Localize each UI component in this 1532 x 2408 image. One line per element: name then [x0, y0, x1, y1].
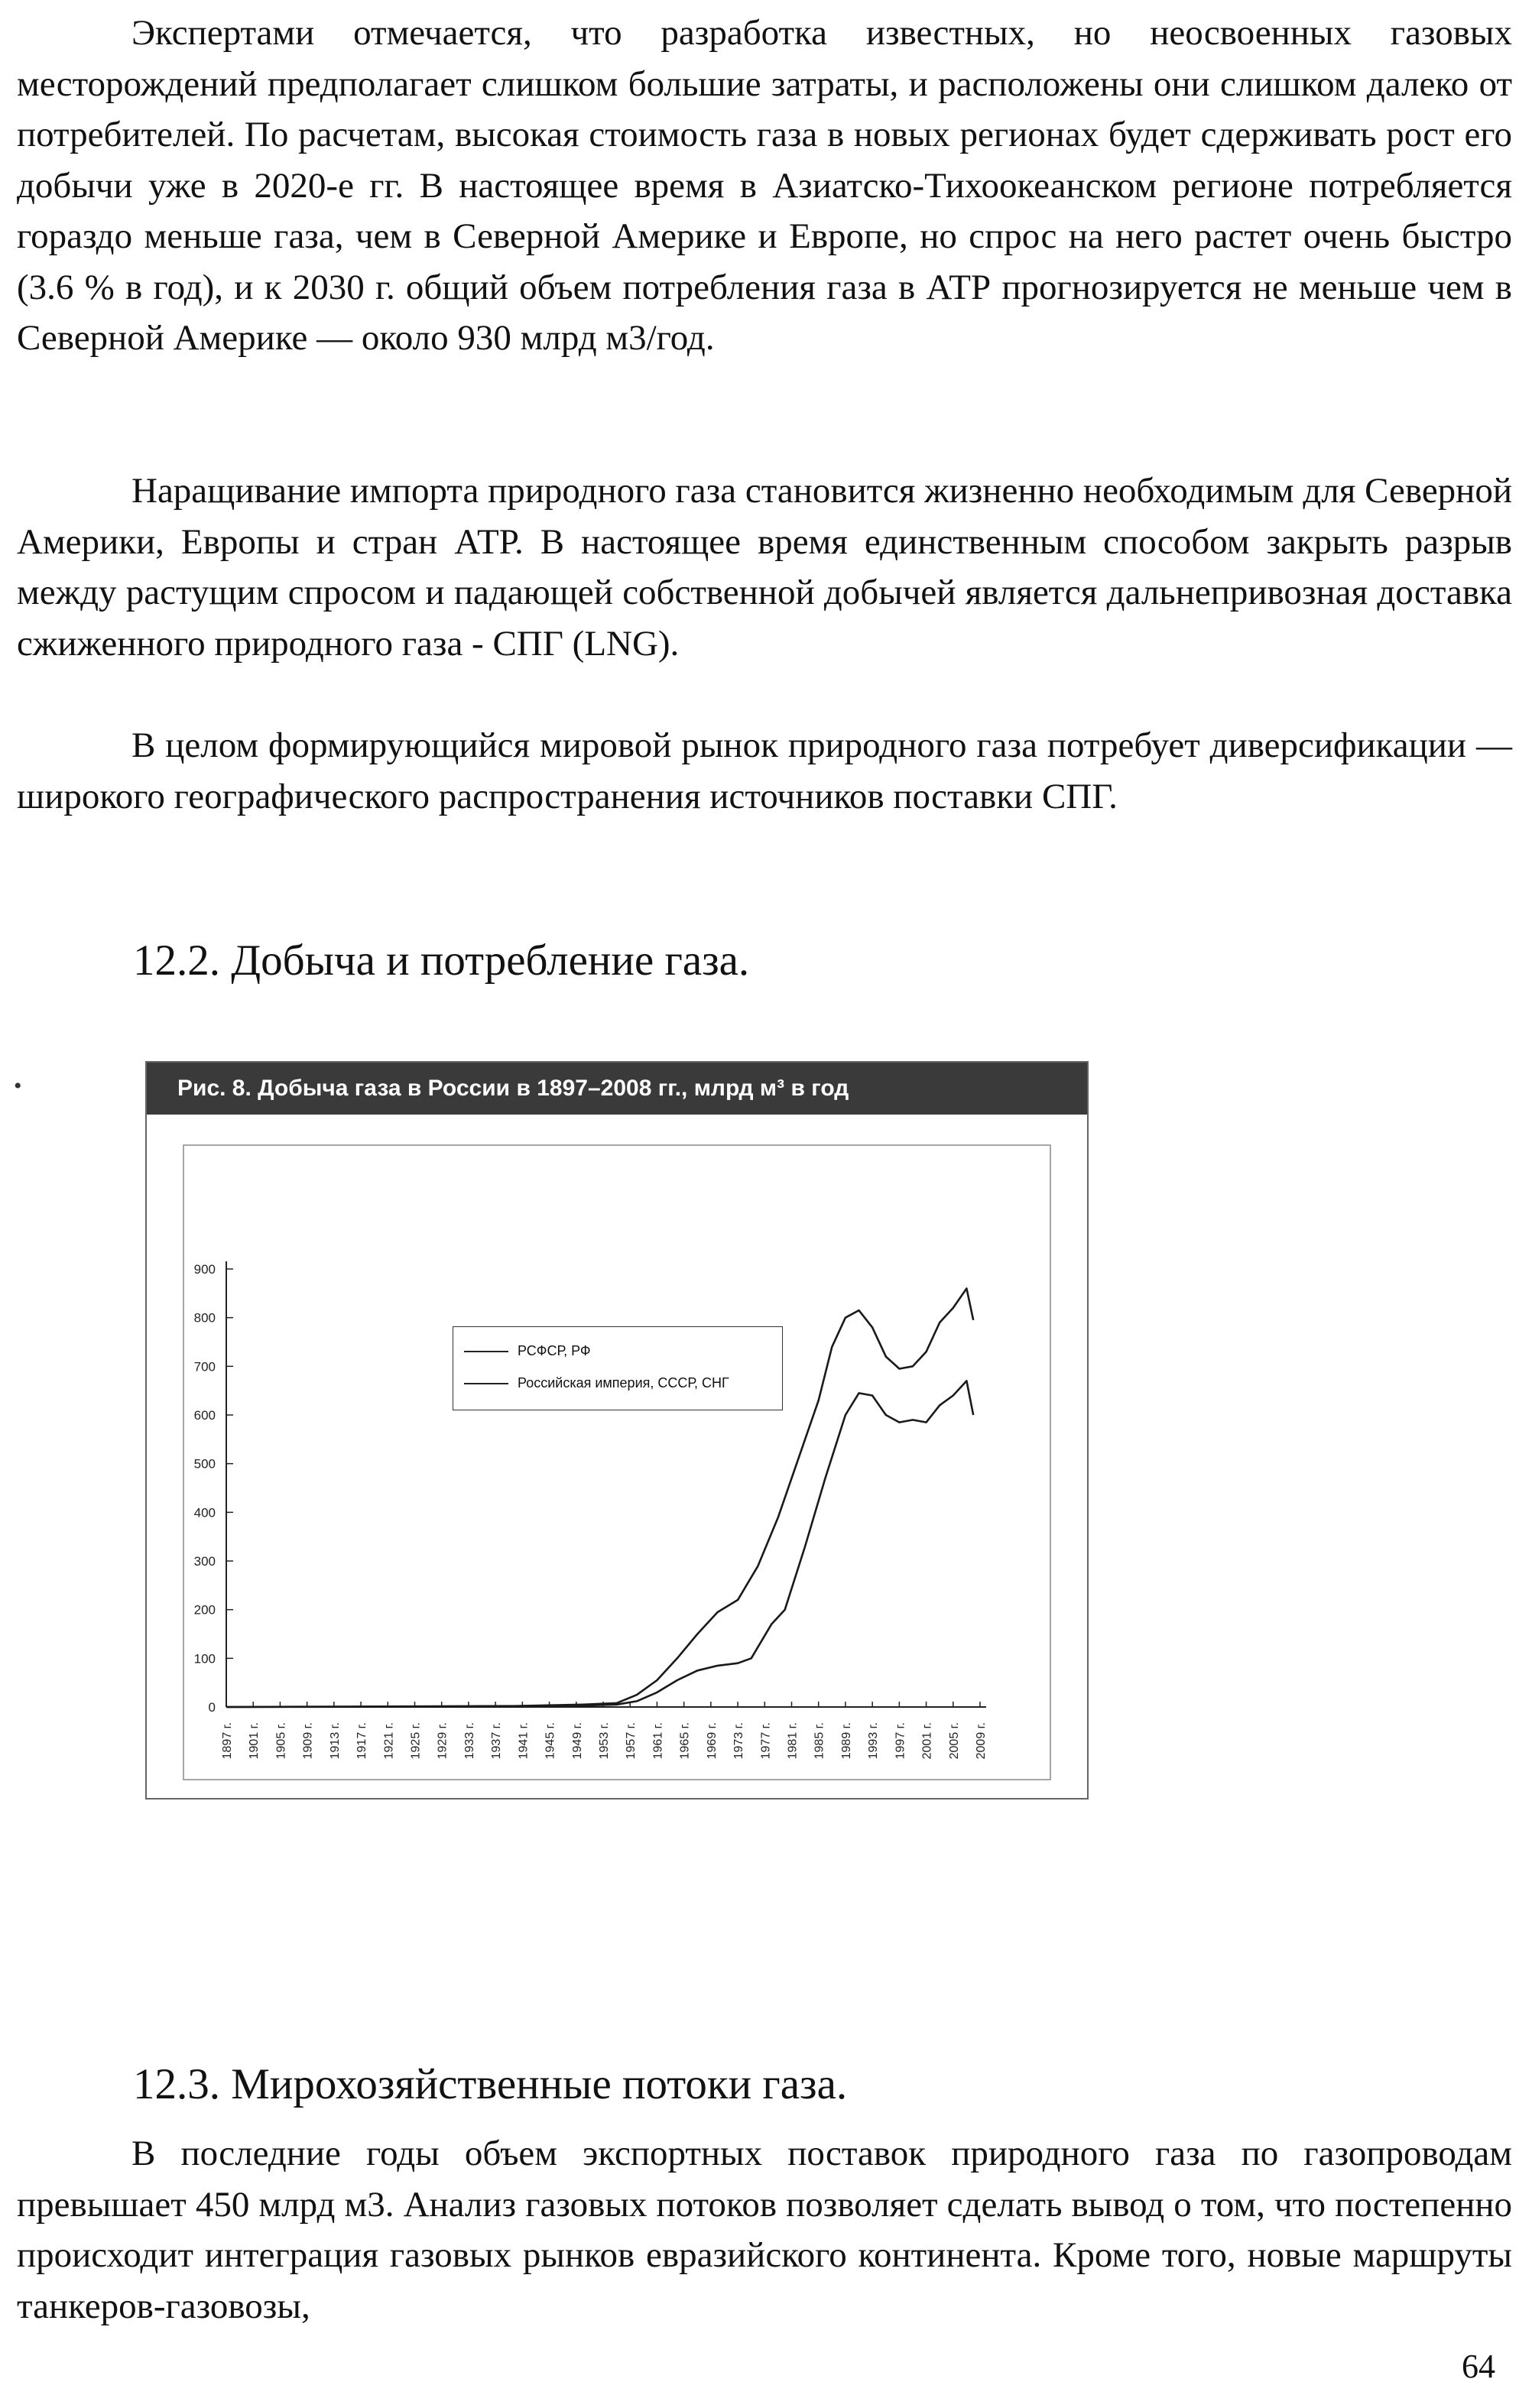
legend-item-rsfsr: [464, 1339, 591, 1362]
x-tick-label: 2005 г.: [947, 1722, 961, 1760]
x-tick-label: 1945 г.: [544, 1722, 557, 1760]
paragraph-export-flows: В последние годы объем экспортных поставок природного газа по газопроводам превышает 450 млрд м3. Анализ газовых потоков позволяет сделать вывод о том, что постепенно происходит интеграция газовых рынков евразийского континента. Кроме того, новые маршруты танкеров-газовозы,: [17, 2134, 1512, 2326]
x-tick-label: 1993 г.: [867, 1722, 881, 1760]
gas-production-chart: [147, 1115, 1087, 1796]
y-tick-label: 300: [193, 1554, 216, 1569]
x-tick-label: 1921 г.: [382, 1722, 396, 1760]
y-tick-label: 100: [193, 1651, 216, 1666]
y-tick-label: 200: [193, 1602, 216, 1618]
x-tick-label: 1981 г.: [786, 1722, 800, 1760]
x-tick-label: 1913 г.: [328, 1722, 342, 1760]
y-tick-label: 700: [193, 1359, 216, 1374]
x-tick-label: 1917 г.: [355, 1722, 369, 1760]
x-tick-label: 1937 г.: [490, 1722, 504, 1760]
x-tick-label: 1977 г.: [759, 1722, 773, 1760]
x-tick-label: 1925 г.: [409, 1722, 423, 1760]
x-tick-label: 1933 г.: [463, 1722, 476, 1760]
x-tick-label: 1929 г.: [436, 1722, 450, 1760]
y-tick-label: 800: [193, 1310, 216, 1326]
y-tick-label: 900: [193, 1262, 216, 1277]
stray-mark: •: [14, 1073, 22, 1099]
page-number: 64: [1462, 2348, 1495, 2385]
paragraph-gas-import: Наращивание импорта природного газа становится жизненно необходимым для Северной Америки, Европы и стран АТР. В настоящее время единственным способом закрыть разрыв между растущим спросом и падающей собственной добычей является дальнепривозная доставка сжиженного природного газа - СПГ (LNG).: [17, 471, 1512, 664]
x-tick-label: 1901 г.: [248, 1722, 261, 1760]
chart-legend: [453, 1326, 783, 1410]
x-tick-label: 1965 г.: [678, 1722, 692, 1760]
paragraph-market-diversification: В целом формирующийся мировой рынок природного газа потребует диверсификации — широкого географического распространения источников поставки СПГ.: [17, 725, 1512, 816]
legend-item-ussr: [464, 1371, 729, 1394]
x-tick-label: 1909 г.: [301, 1722, 315, 1760]
x-tick-label: 1897 г.: [221, 1722, 234, 1760]
x-tick-label: 1905 г.: [274, 1722, 288, 1760]
x-tick-label: 1973 г.: [732, 1722, 746, 1760]
legend-line-ussr: [464, 1383, 508, 1384]
x-tick-label: 1953 г.: [598, 1722, 611, 1760]
y-tick-label: 600: [193, 1408, 216, 1423]
x-tick-label: 1961 г.: [651, 1722, 665, 1760]
gas-production-figure: [145, 1061, 1089, 1800]
y-tick-label: 400: [193, 1505, 216, 1520]
x-tick-label: 1985 г.: [813, 1722, 826, 1760]
legend-label-rsfsr: РСФСР, РФ: [518, 1343, 591, 1358]
x-tick-label: 1997 г.: [894, 1722, 907, 1760]
y-tick-label: 500: [193, 1456, 216, 1472]
legend-line-rsfsr: [464, 1351, 508, 1352]
section-heading-production: 12.2. Добыча и потребление газа.: [133, 936, 750, 985]
x-tick-label: 2009 г.: [975, 1722, 988, 1760]
x-tick-label: 1957 г.: [625, 1722, 638, 1760]
section-heading-flows: 12.3. Мирохозяйственные потоки газа.: [133, 2060, 848, 2108]
series-line-rsfsr: [226, 1381, 973, 1707]
legend-label-ussr: Российская империя, СССР, СНГ: [518, 1375, 729, 1391]
x-tick-label: 2001 г.: [920, 1722, 934, 1760]
x-tick-label: 1949 г.: [570, 1722, 584, 1760]
paragraph-gas-development: Экспертами отмечается, что разработка известных, но неосвоенных газовых месторождений предполагает слишком большие затраты, и расположены они слишком далеко от потребителей. По расчетам, высокая стоимость газа в новых регионах будет сдерживать рост его добычи уже в 2020-е гг. В настоящее время в Азиатско-Тихоокеанском регионе потребляется гораздо меньше газа, чем в Северной Америке и Европе, но спрос на него растет очень быстро (3.6 % в год), и к 2030 г. общий объем потребления газа в АТР прогнозируется не меньше чем в Северной Америке — около 930 млрд м3/год.: [17, 13, 1512, 358]
x-tick-label: 1941 г.: [517, 1722, 531, 1760]
y-tick-label: 0: [208, 1700, 216, 1715]
plot-frame: [183, 1145, 1050, 1780]
figure-title: Рис. 8. Добыча газа в России в 1897–2008 гг., млрд м³ в год: [147, 1063, 1087, 1115]
x-tick-label: 1969 г.: [705, 1722, 719, 1760]
x-tick-label: 1989 г.: [839, 1722, 853, 1760]
